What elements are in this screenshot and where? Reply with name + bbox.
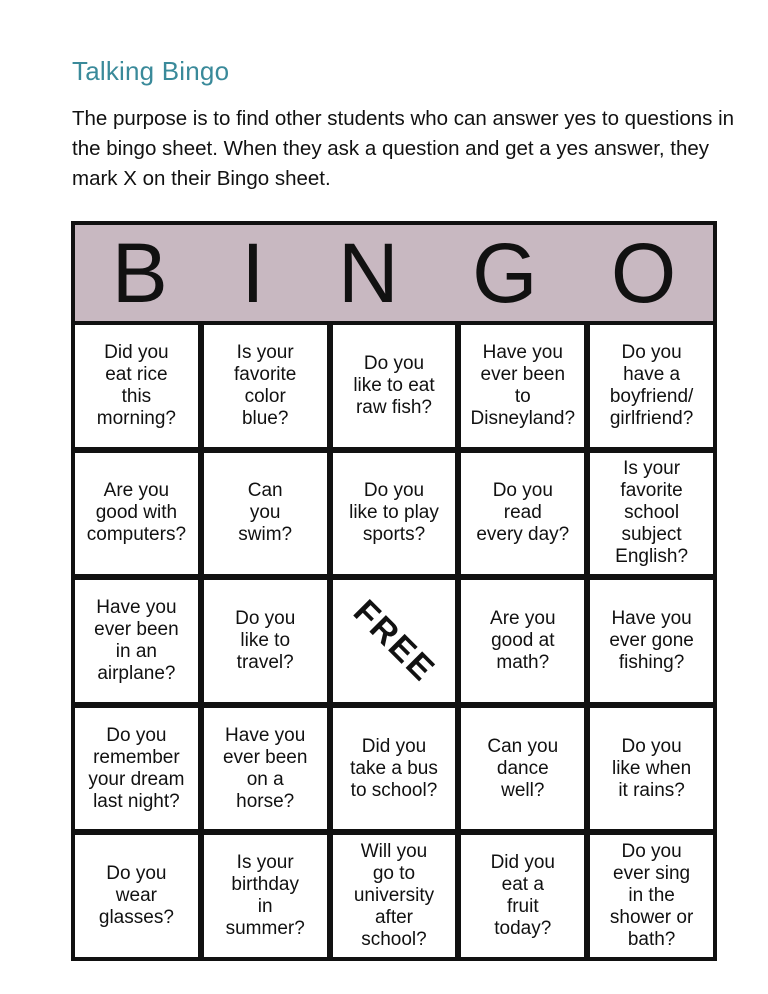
intro-paragraph: The purpose is to find other students who can answer yes to questions in the bingo sheet. When they ask a question and get a yes answer, they mark X on their Bingo sheet. xyxy=(72,107,735,190)
bingo-cell[interactable]: Is your favorite color blue? xyxy=(204,325,327,447)
bingo-cell[interactable]: Can you dance well? xyxy=(461,708,584,830)
bingo-cell[interactable]: Did you eat a fruit today? xyxy=(461,835,584,957)
intro-text xyxy=(72,104,742,194)
bingo-cell[interactable]: Will you go to university after school? xyxy=(333,835,456,957)
header-letter-i: I xyxy=(241,226,265,320)
header-letter-o: O xyxy=(610,226,677,320)
bingo-cell[interactable]: Do you like to eat raw fish? xyxy=(333,325,456,447)
bingo-cell[interactable]: Is your birthday in summer? xyxy=(204,835,327,957)
bingo-cell[interactable]: Do you read every day? xyxy=(461,453,584,575)
bingo-cell[interactable]: Have you ever gone fishing? xyxy=(590,580,713,702)
bingo-cell[interactable]: Have you ever been on a horse? xyxy=(204,708,327,830)
bingo-cell[interactable]: Do you wear glasses? xyxy=(75,835,198,957)
bingo-cell[interactable]: Do you like when it rains? xyxy=(590,708,713,830)
free-space-label: FREE xyxy=(345,592,443,690)
bingo-cell[interactable]: Is your favorite school subject English? xyxy=(590,453,713,575)
bingo-cell[interactable]: Did you eat rice this morning? xyxy=(75,325,198,447)
bingo-cell[interactable]: Do you remember your dream last night? xyxy=(75,708,198,830)
bingo-cell[interactable]: Do you have a boyfriend/ girlfriend? xyxy=(590,325,713,447)
bingo-header xyxy=(75,225,713,321)
bingo-cell[interactable]: Did you take a bus to school? xyxy=(333,708,456,830)
header-letter-n: N xyxy=(338,226,399,320)
bingo-cell[interactable]: Do you ever sing in the shower or bath? xyxy=(590,835,713,957)
page-title: Talking Bingo xyxy=(72,56,230,86)
bingo-cell[interactable]: Can you swim? xyxy=(204,453,327,575)
bingo-cell[interactable]: Have you ever been to Disneyland? xyxy=(461,325,584,447)
bingo-grid xyxy=(75,325,713,957)
header-letter-b: B xyxy=(111,226,168,320)
bingo-cell[interactable]: Are you good with computers? xyxy=(75,453,198,575)
bingo-cell[interactable]: Are you good at math? xyxy=(461,580,584,702)
free-space-cell xyxy=(333,580,456,702)
bingo-cell[interactable]: Have you ever been in an airplane? xyxy=(75,580,198,702)
bingo-cell[interactable]: Do you like to travel? xyxy=(204,580,327,702)
header-letter-g: G xyxy=(472,226,538,320)
bingo-board xyxy=(71,221,717,961)
bingo-cell[interactable]: Do you like to play sports? xyxy=(333,453,456,575)
